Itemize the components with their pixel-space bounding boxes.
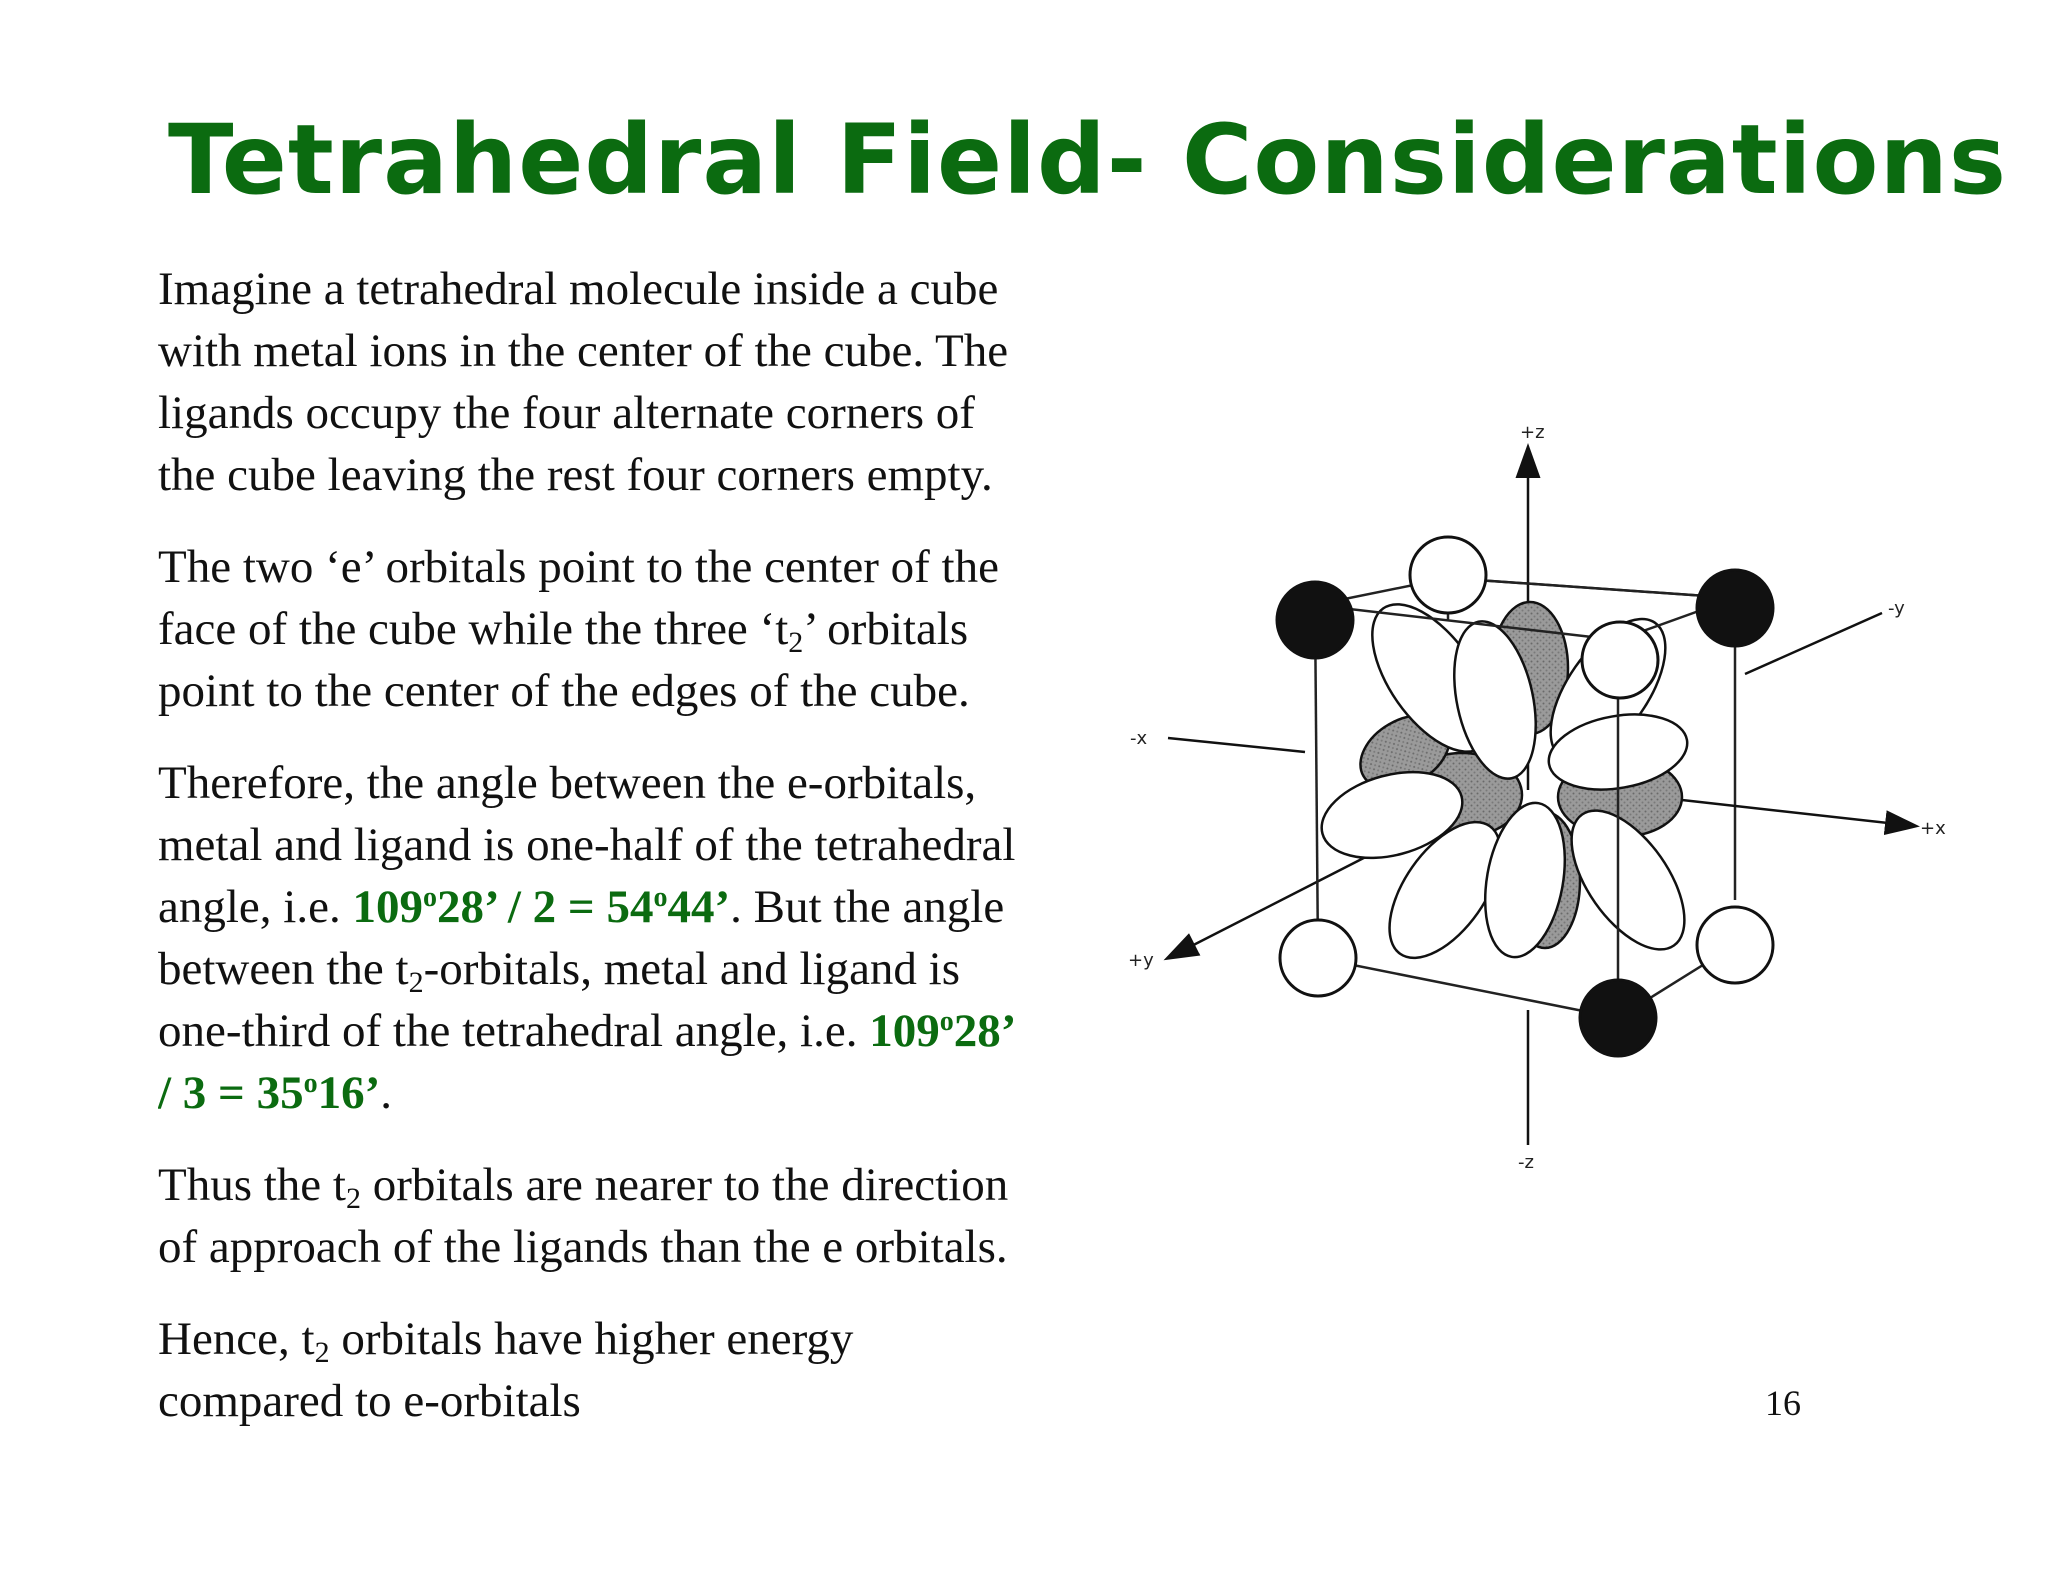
highlighted-equation bbox=[352, 881, 730, 933]
text-fragment: face of the cube while the three ‘t bbox=[158, 603, 789, 655]
tetrahedral-orbital-diagram bbox=[1100, 400, 1960, 1180]
text-line: The two ‘e’ orbitals point to the center of the bbox=[158, 541, 999, 593]
text-line: compared to e-orbitals bbox=[158, 1375, 581, 1427]
text-fragment: Hence, t bbox=[158, 1313, 315, 1365]
text-fragment: orbitals have higher energy bbox=[329, 1313, 854, 1365]
equation-part: 28’ / 2 = 54 bbox=[436, 881, 654, 933]
equation-part: 109 bbox=[869, 1005, 940, 1057]
text-line: with metal ions in the center of the cube. The bbox=[158, 325, 1009, 377]
equation-part: / 3 = 35 bbox=[158, 1067, 304, 1119]
paragraph-2 bbox=[158, 536, 1098, 722]
text-fragment: . But the angle bbox=[730, 881, 1005, 933]
superscript: o bbox=[939, 1006, 954, 1037]
x-axis-right bbox=[1682, 800, 1915, 826]
subscript: 2 bbox=[788, 626, 804, 659]
text-fragment: angle, i.e. bbox=[158, 881, 353, 933]
text-line: the cube leaving the rest four corners empty. bbox=[158, 449, 993, 501]
paragraph-3 bbox=[158, 752, 1098, 1124]
text-line bbox=[158, 1000, 1098, 1062]
ligand-atom bbox=[1580, 980, 1656, 1056]
text-fragment: orbitals are nearer to the direction bbox=[360, 1159, 1009, 1211]
text-line: Therefore, the angle between the e-orbitals, bbox=[158, 757, 977, 809]
y-axis-front bbox=[1168, 842, 1395, 958]
text-line: Imagine a tetrahedral molecule inside a cube bbox=[158, 263, 999, 315]
text-fragment: ’ orbitals bbox=[803, 603, 969, 655]
axis-label-plus-x: +x bbox=[1920, 818, 1946, 839]
text-line: of approach of the ligands than the e orbitals. bbox=[158, 1221, 1008, 1273]
paragraph-5 bbox=[158, 1308, 1098, 1432]
text-line bbox=[158, 938, 1098, 1000]
axis-label-minus-x: -x bbox=[1130, 728, 1148, 749]
text-fragment: . bbox=[380, 1067, 392, 1119]
text-line bbox=[158, 598, 1098, 660]
highlighted-equation bbox=[158, 1067, 380, 1119]
empty-corner bbox=[1697, 907, 1773, 983]
paragraph-1 bbox=[158, 258, 1098, 506]
text-fragment: between the t bbox=[158, 943, 409, 995]
text-line: metal and ligand is one-half of the tetrahedral bbox=[158, 819, 1016, 871]
text-line bbox=[158, 876, 1098, 938]
ligand-atom bbox=[1277, 582, 1353, 658]
axis-label-minus-z: -z bbox=[1518, 1152, 1534, 1173]
text-line bbox=[158, 1308, 1098, 1370]
text-fragment: -orbitals, metal and ligand is bbox=[423, 943, 961, 995]
empty-corner bbox=[1410, 537, 1486, 613]
paragraph-4 bbox=[158, 1154, 1098, 1278]
equation-part: 16’ bbox=[317, 1067, 381, 1119]
slide-title: Tetrahedral Field- Considerations bbox=[168, 104, 2007, 216]
ligand-atom bbox=[1697, 570, 1773, 646]
axis-label-plus-z: +z bbox=[1520, 422, 1545, 443]
text-fragment: Thus the t bbox=[158, 1159, 346, 1211]
slide-body bbox=[158, 258, 1098, 1458]
subscript: 2 bbox=[345, 1182, 361, 1215]
x-axis-left bbox=[1168, 738, 1305, 752]
text-line: point to the center of the edges of the cube. bbox=[158, 665, 970, 717]
superscript: o bbox=[303, 1068, 318, 1099]
highlighted-equation bbox=[869, 1005, 1016, 1057]
superscript: o bbox=[422, 882, 437, 913]
superscript: o bbox=[653, 882, 668, 913]
equation-part: 44’ bbox=[667, 881, 731, 933]
empty-corner bbox=[1582, 622, 1658, 698]
empty-corner bbox=[1280, 920, 1356, 996]
equation-part: 28’ bbox=[953, 1005, 1017, 1057]
text-line bbox=[158, 1062, 1098, 1124]
axis-label-minus-y: -y bbox=[1888, 598, 1905, 619]
text-line: ligands occupy the four alternate corners of bbox=[158, 387, 975, 439]
text-line bbox=[158, 1154, 1098, 1216]
equation-part: 109 bbox=[352, 881, 423, 933]
subscript: 2 bbox=[314, 1336, 330, 1369]
coordinate-axes bbox=[1168, 448, 1915, 1145]
axis-label-plus-y: +y bbox=[1128, 950, 1154, 971]
page-number: 16 bbox=[1765, 1383, 1801, 1423]
text-fragment: one-third of the tetrahedral angle, i.e. bbox=[158, 1005, 870, 1057]
subscript: 2 bbox=[408, 966, 424, 999]
